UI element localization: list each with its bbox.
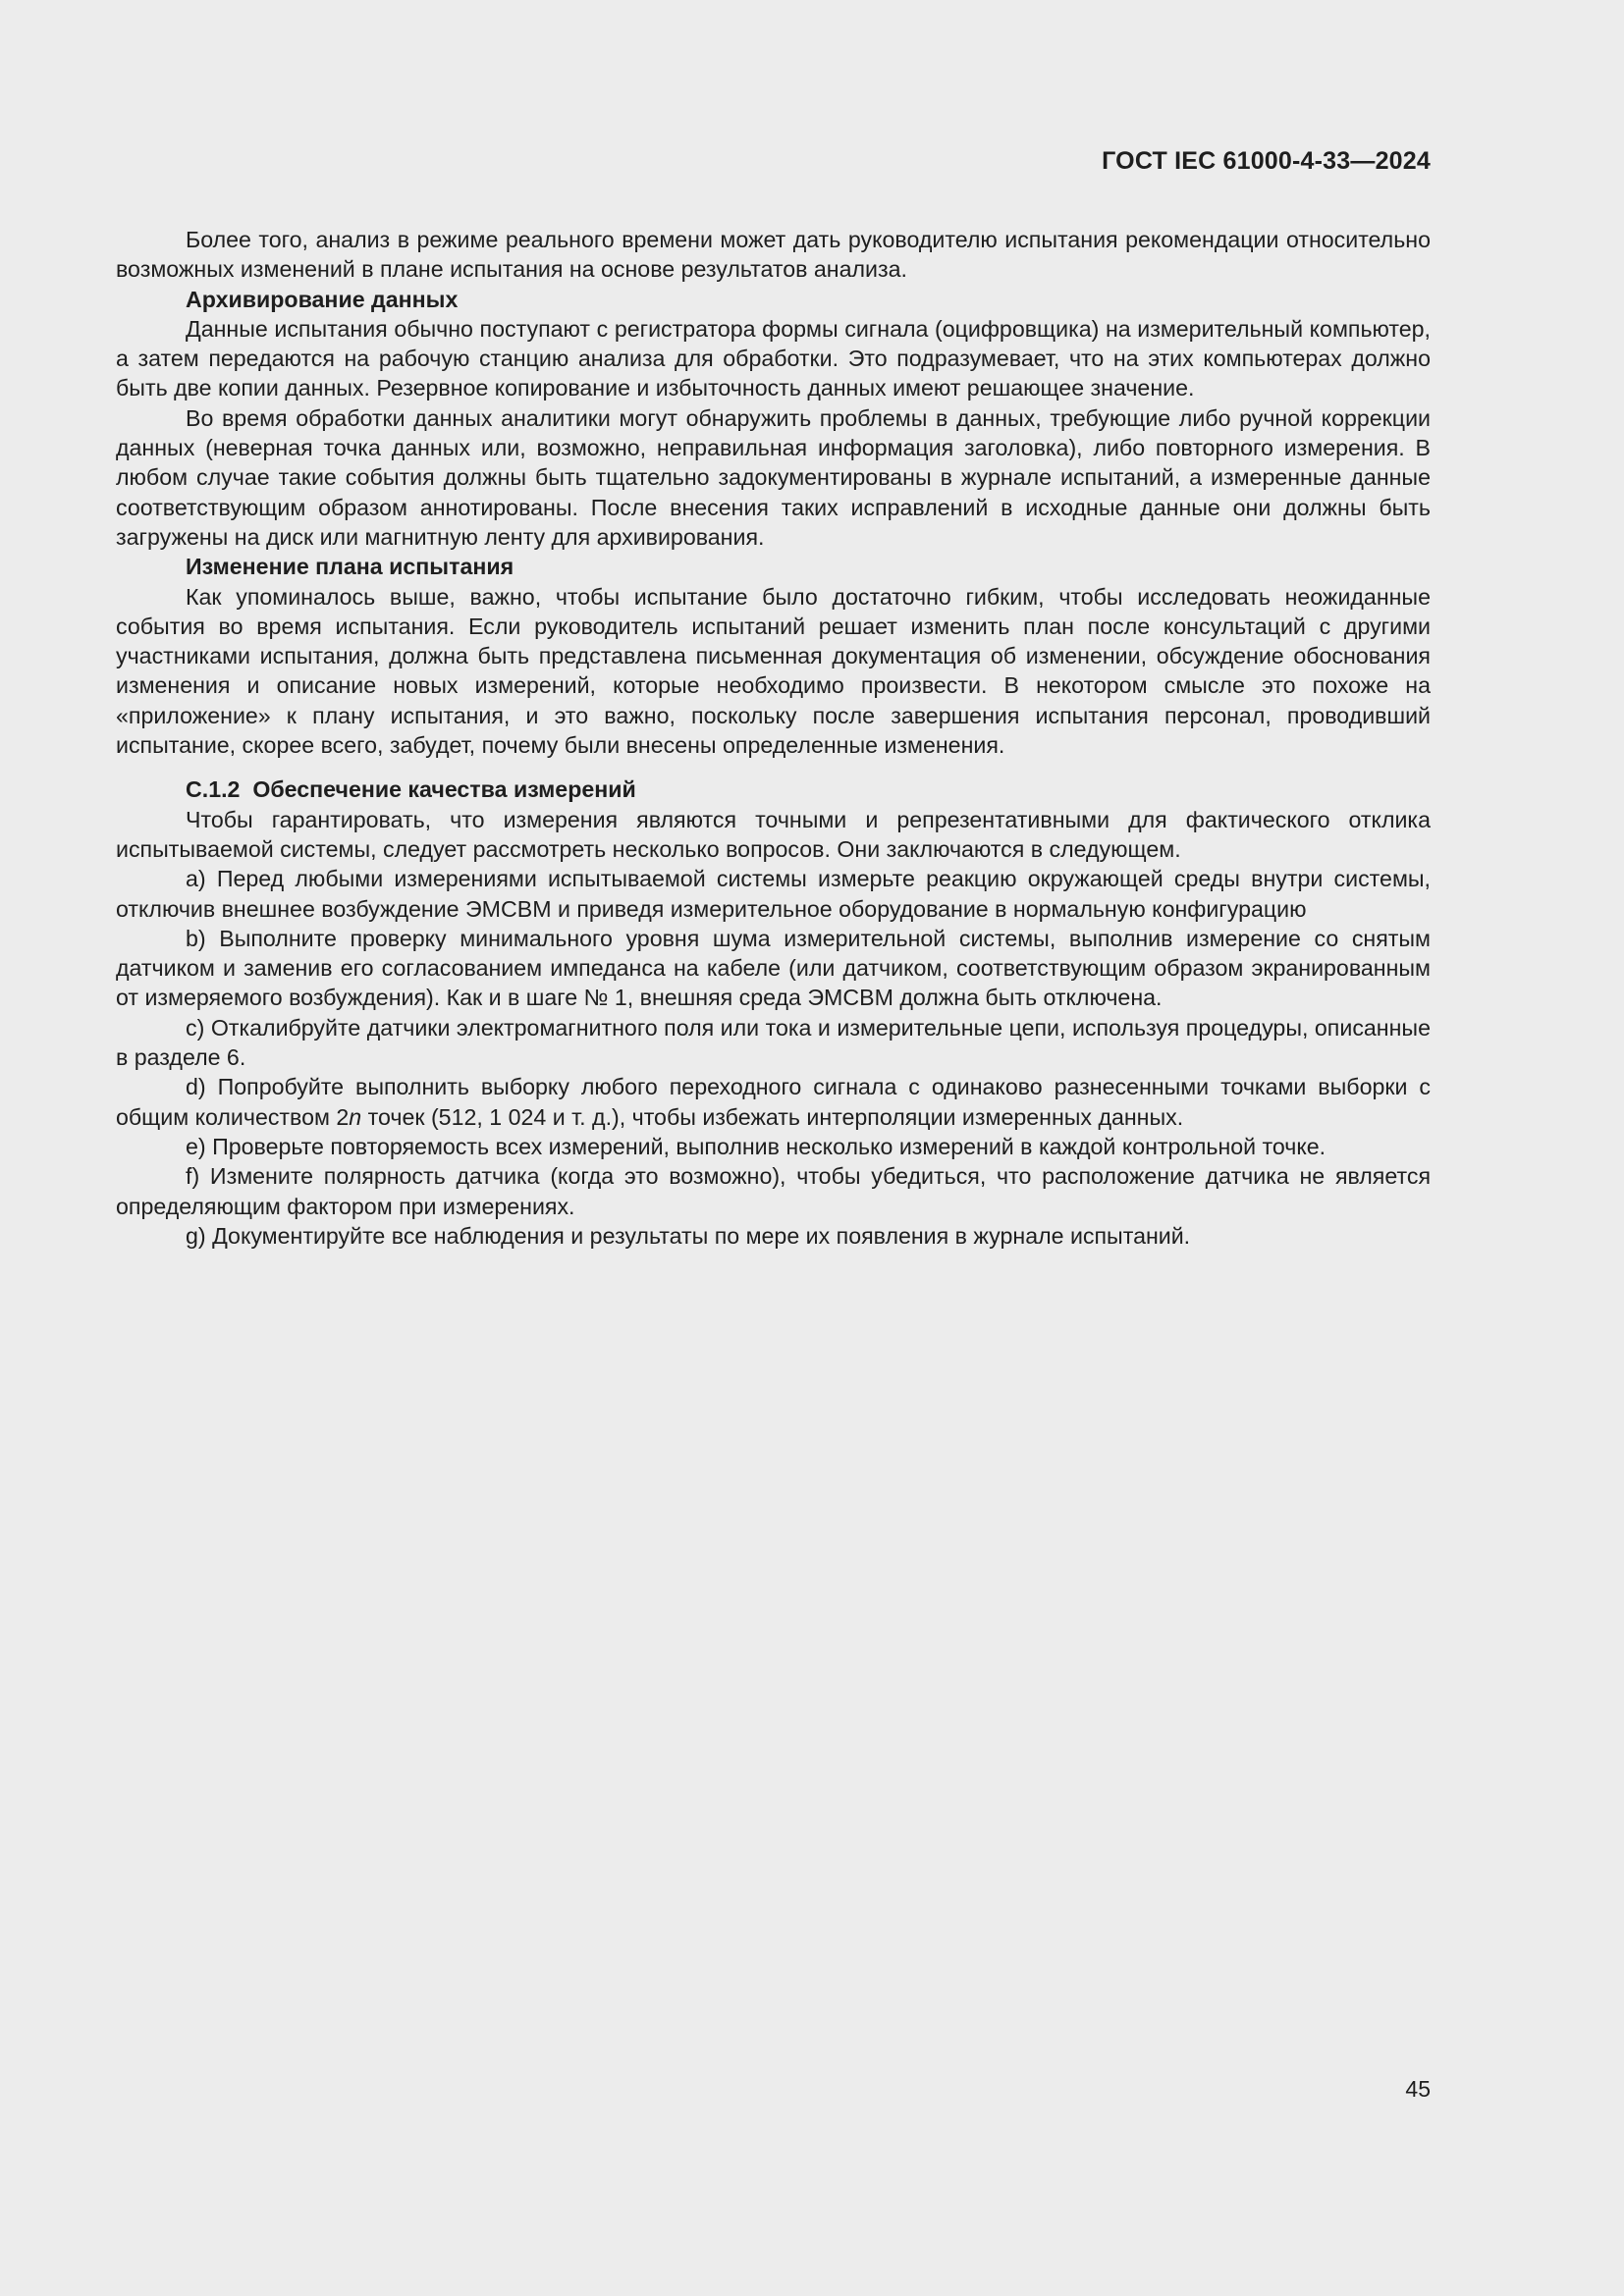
paragraph: Во время обработки данных аналитики могут обнаружить проблемы в данных, требующие либо ручной коррекции данных (неверная точка данных или, возможно, неправильная информация заголовка), либо повторного измерения. В любом случае такие события должны быть тщательно задокументированы в журнале испытаний, а измеренные данные соответствующим образом аннотированы. После внесения таких исправлений в исходные данные они должны быть загружены на диск или магнитную ленту для архивирования.	[116, 404, 1431, 550]
list-item-text: Попробуйте выполнить выборку любого переходного сигнала с одинаково разнесенными точками выборки с общим количеством 2	[116, 1074, 1431, 1130]
list-item	[116, 1072, 1431, 1132]
list-item-label: d)	[186, 1074, 206, 1100]
paragraph: Более того, анализ в режиме реального времени может дать руководителю испытания рекомендации относительно возможных изменений в плане испытания на основе результатов анализа.	[116, 227, 1431, 283]
list-item	[116, 1013, 1431, 1073]
list-item-text: Измените полярность датчика (когда это возможно), чтобы убедиться, что расположение датчика не является определяющим фактором при измерениях.	[116, 1163, 1432, 1219]
list-item-text: Откалибруйте датчики электромагнитного поля или тока и измерительные цепи, используя процедуры, описанные в разделе 6.	[116, 1014, 1431, 1071]
list-item-label: c)	[186, 1014, 205, 1041]
list-item-label: b)	[186, 925, 206, 951]
list-item-text: Проверьте повторяемость всех измерений, выполнив несколько измерений в каждой контрольной точке.	[212, 1133, 1326, 1159]
section-title: Обеспечение качества измерений	[252, 776, 636, 803]
list-item-label: f)	[186, 1163, 200, 1190]
list-item-label: a)	[186, 866, 206, 892]
subheading-archiving: Архивирование данных	[186, 286, 459, 312]
document-header: ГОСТ IEC 61000-4-33—2024	[1102, 147, 1431, 175]
list-item-text: точек (512, 1 024 и т. д.), чтобы избежать интерполяции измеренных данных.	[361, 1103, 1184, 1130]
list-item	[116, 1161, 1431, 1221]
paragraph: Данные испытания обычно поступают с регистратора формы сигнала (оцифровщика) на измерительный компьютер, а затем передаются на рабочую станцию анализа для обработки. Это подразумевает, что на этих компьютерах должно быть две копии данных. Резервное копирование и избыточность данных имеют решающее значение.	[116, 315, 1431, 401]
paragraph: Чтобы гарантировать, что измерения являются точными и репрезентативными для фактического отклика испытываемой системы, следует рассмотреть несколько вопросов. Они заключаются в следующем.	[116, 806, 1431, 862]
list-item-label: g)	[186, 1222, 206, 1249]
list-item-italic-variable: n	[349, 1103, 362, 1130]
section-number: C.1.2	[186, 776, 241, 803]
section-heading	[116, 774, 1431, 804]
list-item-text: Перед любыми измерениями испытываемой системы измерьте реакцию окружающей среды внутри системы, отключив внешнее возбуждение ЭМСВМ и приведя измерительное оборудование в нормальную конфигурацию	[116, 866, 1431, 922]
list-item-text: Выполните проверку минимального уровня шума измерительной системы, выполнив измерение со снятым датчиком и заменив его согласованием импеданса на кабеле (или датчиком, соответствующим образом экранированным от измеряемого возбуждения). Как и в шаге № 1, внешняя среда ЭМСВМ должна быть отключена.	[116, 925, 1432, 1011]
list-item	[116, 1132, 1431, 1161]
list-item-text: Документируйте все наблюдения и результаты по мере их появления в журнале испытаний.	[212, 1222, 1191, 1249]
subheading-plan-change: Изменение плана испытания	[186, 554, 514, 580]
paragraph: Как упоминалось выше, важно, чтобы испытание было достаточно гибким, чтобы исследовать неожиданные события во время испытания. Если руководитель испытаний решает изменить план после консультаций с другими участниками испытания, должна быть представлена письменная документация об изменении, обсуждение обоснования изменения и описание новых измерений, которые необходимо произвести. В некотором смысле это похоже на «приложение» к плану испытания, и это важно, поскольку после завершения испытания персонал, проводивший испытание, скорее всего, забудет, почему были внесены определенные изменения.	[116, 583, 1431, 759]
page-number: 45	[1405, 2076, 1431, 2102]
list-item	[116, 1221, 1431, 1251]
list-item	[116, 864, 1431, 924]
list-item	[116, 924, 1431, 1013]
list-item-label: e)	[186, 1133, 206, 1159]
document-body	[116, 225, 1431, 1251]
